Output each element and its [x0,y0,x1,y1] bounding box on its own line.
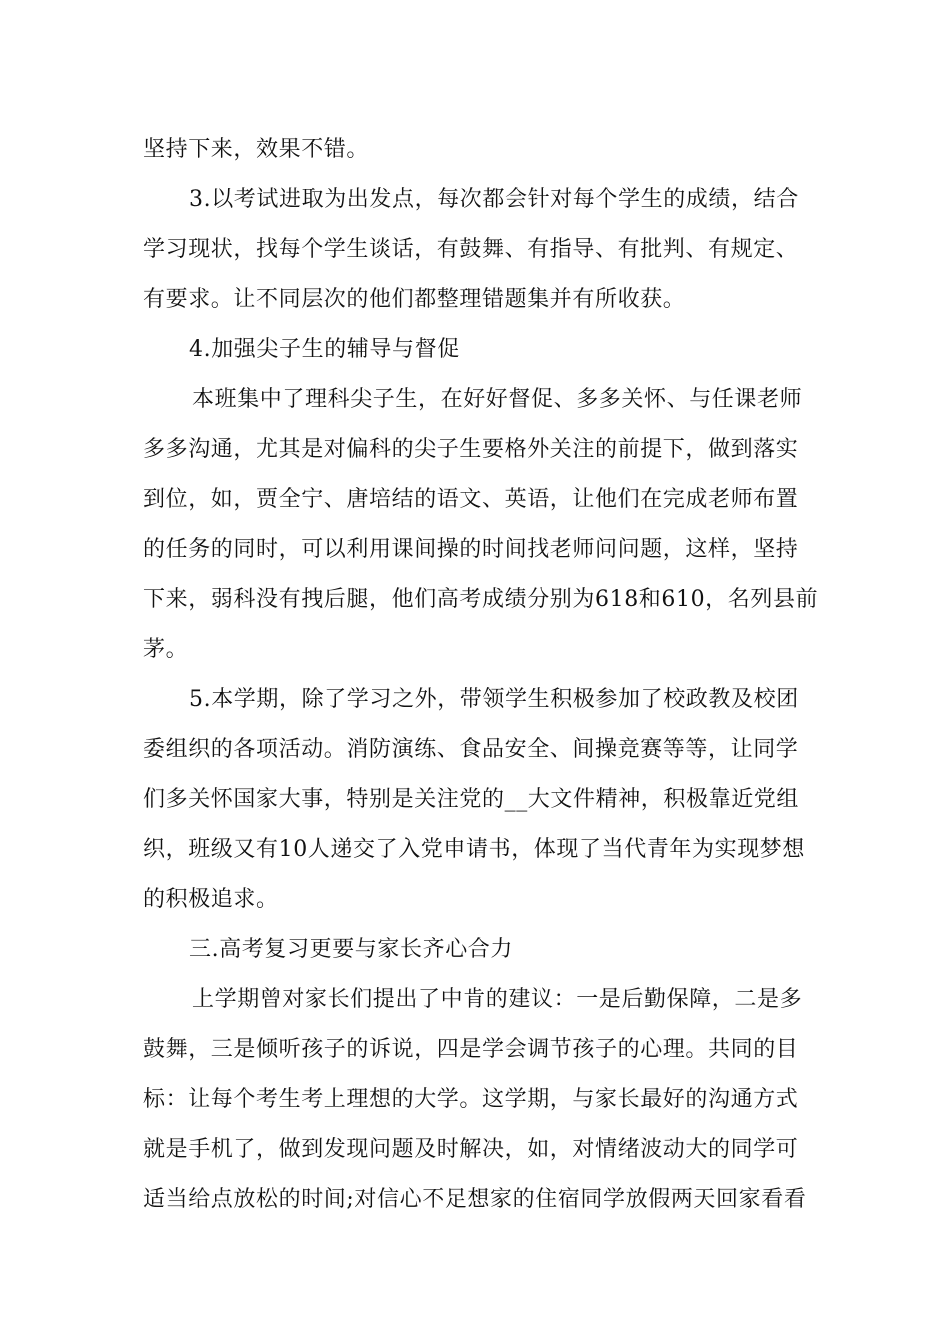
text-line: 坚持下来，效果不错。 [143,137,370,162]
text-line: 适当给点放松的时间;对信心不足想家的住宿同学放假两天回家看看 [143,1187,807,1212]
text-line: 标：让每个考生考上理想的大学。这学期，与家长最好的沟通方式 [143,1087,799,1112]
text-line: 有要求。让不同层次的他们都整理错题集并有所收获。 [143,287,686,312]
text-line: 下来，弱科没有拽后腿，他们高考成绩分别为618和610，名列县前 [143,587,819,612]
paragraph-start: 上学期曾对家长们提出了中肯的建议：一是后勤保障，二是多 [192,987,803,1012]
text-line: 织，班级又有10人递交了入党申请书，体现了当代青年为实现梦想 [143,837,805,862]
text-line: 鼓舞，三是倾听孩子的诉说，四是学会调节孩子的心理。共同的目 [143,1037,799,1062]
text-line: 们多关怀国家大事，特别是关注党的__大文件精神，积极靠近党组 [143,787,800,812]
numbered-item-4: 4.加强尖子生的辅导与督促 [189,337,460,362]
text-line: 的积极追求。 [143,887,279,912]
text-line: 的任务的同时，可以利用课间操的时间找老师问问题，这样，坚持 [143,537,799,562]
text-line: 学习现状，找每个学生谈话，有鼓舞、有指导、有批判、有规定、 [143,237,799,262]
paragraph-start: 本班集中了理科尖子生，在好好督促、多多关怀、与任课老师 [192,387,803,412]
text-line: 委组织的各项活动。消防演练、食品安全、间操竞赛等等，让同学 [143,737,799,762]
text-line: 就是手机了，做到发现问题及时解决，如，对情绪波动大的同学可 [143,1137,799,1162]
text-line: 到位，如，贾全宁、唐培结的语文、英语，让他们在完成老师布置 [143,487,799,512]
section-heading: 三.高考复习更要与家长齐心合力 [189,937,513,962]
text-line: 茅。 [143,637,189,662]
text-line: 多多沟通，尤其是对偏科的尖子生要格外关注的前提下，做到落实 [143,437,799,462]
numbered-item-5: 5.本学期，除了学习之外，带领学生积极参加了校政教及校团 [189,687,799,712]
numbered-item-3: 3.以考试进取为出发点，每次都会针对每个学生的成绩，结合 [189,187,799,212]
